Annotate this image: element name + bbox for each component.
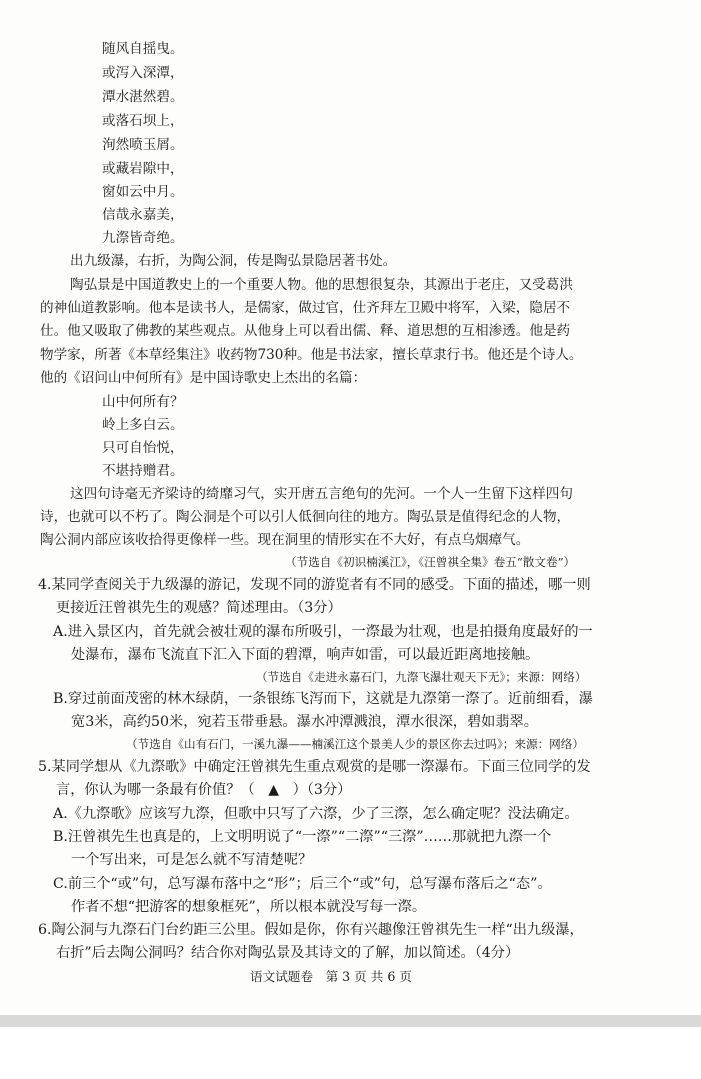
question-5-prompt: 言，你认为哪一条最有价值？（ — [56, 782, 255, 798]
page-footer: 语文试题卷 第 3 页 共 6 页 — [250, 969, 412, 984]
option-a: A.进入景区内，首先就会被壮观的瀑布所吸引，一漈最为壮观，也是拍摄角度最好的一 — [53, 624, 593, 640]
poem-line: 或泻入深潭， — [102, 65, 184, 81]
question-6: 6.陶公洞与九漈石门台约距三公里。假如是你，你有兴趣像汪曾祺先生一样“出九级瀑， — [38, 922, 584, 938]
poem-line: 窗如云中月。 — [102, 184, 184, 200]
answer-blank[interactable] — [255, 781, 293, 799]
poem-line: 信哉永嘉美， — [102, 207, 184, 223]
poem-line: 九漈皆奇绝。 — [102, 230, 184, 246]
question-4: 4.某同学查阅关于九级瀑的游记，发现不同的游览者有不同的感受。下面的描述，哪一则 — [38, 577, 591, 593]
prose-line: 诗，也就可以不朽了。陶公洞是个可以引人低徊向往的地方。陶弘景是值得纪念的人物， — [40, 509, 571, 525]
prose-line: 的神仙道教影响。他本是读书人，是儒家，做过官，仕齐拜左卫殿中将军，入梁，隐居不 — [40, 300, 571, 316]
option-b-cont: 一个写出来，可是怎么就不写清楚呢？ — [71, 852, 313, 868]
question-5-cont — [56, 781, 351, 799]
question-5-points: ）（3分） — [292, 782, 352, 798]
prose-line: 仕。他又吸取了佛教的某些观点。从他身上可以看出儒、释、道思想的互相渗透。他是药 — [40, 323, 571, 339]
option-c: C.前三个“或”句，总写瀑布落中之“形”；后三个“或”句，总写瀑布落后之“态”。 — [53, 876, 552, 892]
prose-line: 这四句诗毫无齐梁诗的绮靡习气，实开唐五言绝句的先河。一个人一生留下这样四句 — [70, 486, 573, 502]
source-citation: （节选自《初识楠溪江》，《汪曾祺全集》卷五“散文卷”） — [285, 555, 576, 569]
poem-line: 洵然喷玉屑。 — [102, 137, 184, 153]
prose-line: 他的《诏问山中何所有》是中国诗歌史上杰出的名篇： — [40, 370, 367, 386]
question-5: 5.某同学想从《九漈歌》中确定汪曾祺先生重点观赏的是哪一漈瀑布。下面三位同学的发 — [38, 759, 591, 775]
poem-line: 或藏岩隙中， — [102, 161, 184, 177]
triangle-icon: ▲ — [268, 782, 280, 798]
option-b: B.穿过前面茂密的林木绿荫，一条银练飞泻而下，这就是九漈第一漈了。近前细看，瀑 — [53, 691, 593, 707]
option-c-cont: 作者不想“把游客的想象框死”，所以根本就没写每一漈。 — [71, 899, 427, 915]
poem-line: 潭水湛然碧。 — [102, 89, 184, 105]
prose-line: 陶公洞内部应该收拾得更像样一些。现在洞里的情形实在不大好，有点乌烟瘴气。 — [40, 532, 530, 548]
poem-line: 随风自摇曳。 — [102, 41, 184, 57]
option-b-source: （节选自《山有石门，一溪九瀑——楠溪江这个景美人少的景区你去过吗》；来源：网络） — [126, 737, 584, 751]
poem-line: 只可自怡悦， — [102, 440, 184, 456]
poem-line: 不堪持赠君。 — [102, 463, 184, 479]
option-b-cont: 宽3米，高约50米，宛若玉带垂悬。瀑水冲潭溅浪，潭水很深，碧如翡翠。 — [71, 714, 538, 730]
page-bottom-band — [0, 1015, 701, 1027]
option-b: B.汪曾祺先生也真是的，上文明明说了“一漈”“二漈”“三漈”……那就把九漈一个 — [53, 829, 552, 845]
prose-line: 物学家，所著《本草经集注》收药物730种。他是书法家，擅长草隶行书。他还是个诗人。 — [40, 347, 583, 363]
poem-line: 岭上多白云。 — [102, 417, 184, 433]
prose-line: 出九级瀑，右折，为陶公洞，传是陶弘景隐居著书处。 — [70, 253, 397, 269]
question-4-cont: 更接近汪曾祺先生的观感？简述理由。（3分） — [56, 600, 342, 616]
poem-line: 或落石坝上， — [102, 113, 184, 129]
option-a-source: （节选自《走进永嘉石门，九漈飞瀑壮观天下无》；来源：网络） — [256, 670, 587, 684]
option-a: A.《九漈歌》应该写九漈，但歌中只写了六漈，少了三漈，怎么确定呢？没法确定。 — [53, 806, 579, 822]
poem-line: 山中何所有？ — [102, 394, 184, 410]
question-6-cont: 右折”后去陶公洞吗？结合你对陶弘景及其诗文的了解，加以简述。（4分） — [56, 945, 520, 961]
prose-line: 陶弘景是中国道教史上的一个重要人物。他的思想很复杂，其源出于老庄，又受葛洪 — [70, 277, 573, 293]
option-a-cont: 处瀑布，瀑布飞流直下汇入下面的碧潭，响声如雷，可以最近距离地接触。 — [71, 647, 540, 663]
